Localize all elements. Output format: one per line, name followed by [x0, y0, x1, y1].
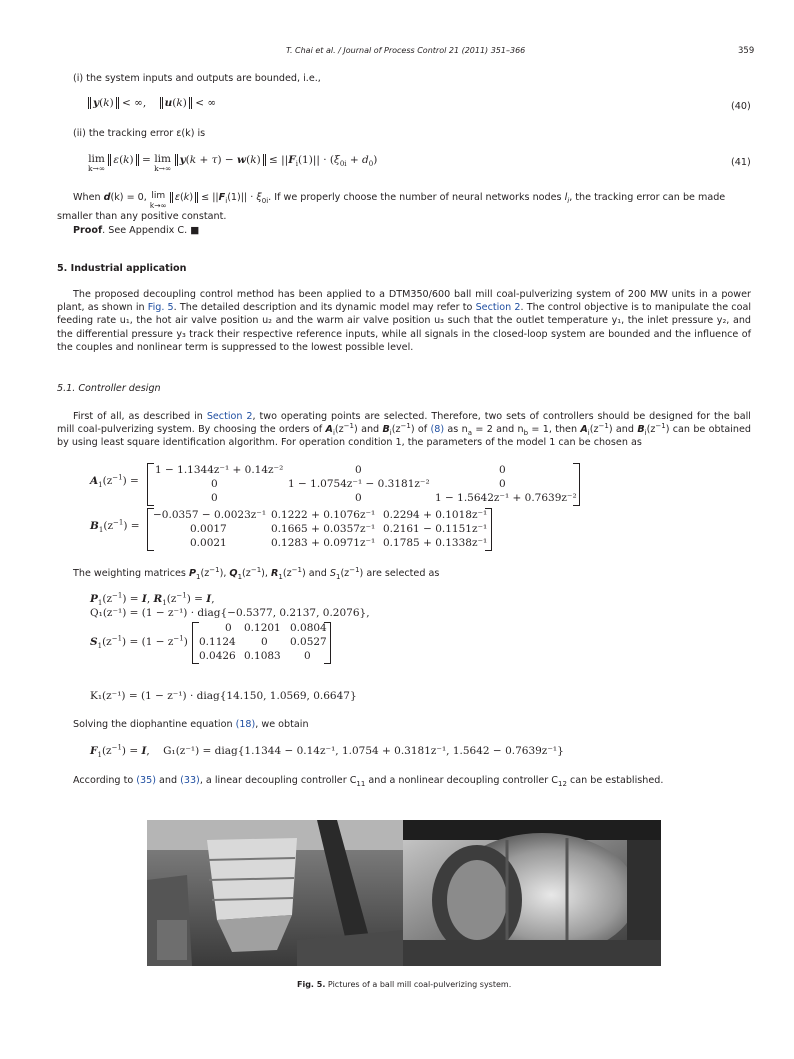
K1-line: K₁(z⁻¹) = (1 − z⁻¹) · diag{14.150, 1.0569, 0.6647} — [90, 690, 357, 702]
B1-cell: 0.1283 + 0.0971z⁻¹ — [271, 537, 376, 549]
S1-cell: 0.1201 — [244, 622, 281, 634]
page-number: 359 — [738, 46, 755, 56]
B1-cell: 0.0017 — [190, 523, 227, 535]
B1-cell: 0.1222 + 0.1076z⁻¹ — [271, 509, 376, 521]
F1-G1-line: $F_1(z^{-1}) = I$, G₁(z⁻¹) = diag{1.1344 − 0.14z⁻¹, 1.0754 + 0.3181z⁻¹, 1.5642 − 0.7639z⁻¹} — [90, 743, 564, 760]
when-sentence: When d(k) = 0, lim k→∞ $\varepsilon(k) \le ||F_i(1)|| \cdot \xi_{0i}$. If we properly choose the number of neural networks nodes $l_i$, the tracking error can be made — [73, 191, 726, 210]
eq8-link[interactable]: (8) — [430, 424, 445, 436]
fig5-link[interactable]: Fig. 5 — [147, 302, 174, 314]
S1-cell: 0.0527 — [290, 636, 327, 648]
eq18-link[interactable]: (18) — [235, 719, 256, 730]
S1-cell: 0.0804 — [290, 622, 327, 634]
A1-cell: 0 — [355, 492, 362, 504]
condition-ii: (ii) the tracking error ε(k) is — [73, 128, 206, 139]
A1-matrix — [147, 463, 580, 506]
B1-cell: −0.0357 − 0.0023z⁻¹ — [153, 509, 267, 521]
S1-cell: 0 — [261, 636, 268, 648]
A1-cell: 0 — [499, 478, 506, 490]
A1-cell: 1 − 1.0754z⁻¹ − 0.3181z⁻² — [288, 478, 430, 490]
according-sentence: According to (35) and (33), a linear decoupling controller $C_{11}$ and a nonlinear decoupling controller $C_{12}$ can be established. — [73, 775, 664, 788]
S1-cell: 0.0426 — [199, 650, 236, 662]
running-title: T. Chai et al. / Journal of Process Control 21 (2011) 351–366 — [286, 46, 526, 55]
B1-matrix — [147, 508, 492, 551]
section2-link[interactable]: Section 2 — [475, 302, 521, 314]
S1-cell: 0 — [304, 650, 311, 662]
eq35-link[interactable]: (35) — [136, 775, 156, 786]
B1-cell: 0.2161 − 0.1151z⁻¹ — [383, 523, 488, 535]
subsection-heading: 5.1. Controller design — [57, 383, 161, 394]
A1-cell: 0 — [211, 492, 218, 504]
A1-cell: 0 — [355, 464, 362, 476]
equation-number-41: (41) — [731, 157, 751, 168]
equation-41: lim k→∞ ε(k) = lim k→∞ $y(k + \tau) - w(k) \le ||F_i(1)|| \cdot (\xi_{0i} + d_0)$ — [88, 153, 378, 173]
A1-cell: 1 − 1.1344z⁻¹ + 0.14z⁻² — [155, 464, 284, 476]
S1-cell: 0.1124 — [199, 636, 236, 648]
weighting-sentence: The weighting matrices $P_1(z^{-1})$, $Q_1(z^{-1})$, $R_1(z^{-1})$ and $S_1(z^{-1})$ are selected as — [73, 565, 440, 581]
B1-cell: 0.1785 + 0.1338z⁻¹ — [383, 537, 488, 549]
A1-cell: 0 — [211, 478, 218, 490]
condition-i: (i) the system inputs and outputs are bounded, i.e., — [73, 73, 321, 84]
subsection-paragraph: First of all, as described in Section 2, two operating points are selected. Therefore, two sets of controllers should be designed for the ball mill coal-pulverizing system. By choosing the orders of $A_i(z^{-1})$ and $B_i(z^{-1})$ of (8) as $n_a = 2$ and $n_b = 1$, then $A_i(z^{-1})$ and $B_i(z^{-1})$ can be obtained by using least square identification algorithm. For operation condition 1, the parameters of the model 1 can be chosen as — [57, 411, 751, 449]
Q1-line: Q₁(z⁻¹) = (1 − z⁻¹) · diag{−0.5377, 0.2137, 0.2076}, — [90, 607, 370, 619]
B1-cell: 0.0021 — [190, 537, 227, 549]
A1-cell: 0 — [499, 464, 506, 476]
section-paragraph: The proposed decoupling control method has been applied to a DTM350/600 ball mill coal-pulverizing system of 200 MW units in a power plant, as shown in Fig. 5. The detailed description and its dynamic model may refer to Section 2. The control objective is to manipulate the coal feeding rate u₁, the hot air valve position u₂ and the warm air valve position u₃ such that the outlet temperature y₁, the inlet pressure y₂, and the differential pressure y₃ track their respective reference inputs, while all signals in the closed-loop system are bounded and the influence of the couples and nonlinear term is suppressed to the lowest possible level. — [57, 289, 751, 353]
B1-cell: 0.2294 + 0.1018z⁻¹ — [383, 509, 488, 521]
section2-link-2[interactable]: Section 2 — [206, 411, 253, 422]
proof-line: Proof. See Appendix C. ■ — [73, 225, 200, 236]
ball-mill-photo — [147, 820, 661, 966]
solving-sentence: Solving the diophantine equation (18), we obtain — [73, 719, 309, 730]
S1-cell: 0 — [225, 622, 232, 634]
S1-matrix — [192, 622, 331, 664]
B1-cell: 0.1665 + 0.0357z⁻¹ — [271, 523, 376, 535]
equation-number-40: (40) — [731, 101, 751, 112]
S1-cell: 0.1083 — [244, 650, 281, 662]
when-sentence-line2: smaller than any positive constant. — [57, 211, 227, 222]
B1-label: $B_1(z^{-1})$ = — [90, 518, 140, 535]
S1-label: $S_1(z^{-1}) = (1 - z^{-1})$ — [90, 634, 188, 651]
eq33-link[interactable]: (33) — [180, 775, 200, 786]
equation-40: y(k) < ∞, u(k) < ∞ — [88, 97, 216, 109]
figure-caption: Fig. 5. Pictures of a ball mill coal-pulverizing system. — [297, 980, 512, 989]
A1-label: $A_1(z^{-1})$ = — [90, 473, 139, 490]
P1-R1-line: $P_1(z^{-1}) = I$, $R_1(z^{-1}) = I$, — [90, 591, 215, 608]
section-heading: 5. Industrial application — [57, 263, 187, 274]
A1-cell: 1 − 1.5642z⁻¹ + 0.7639z⁻² — [435, 492, 577, 504]
